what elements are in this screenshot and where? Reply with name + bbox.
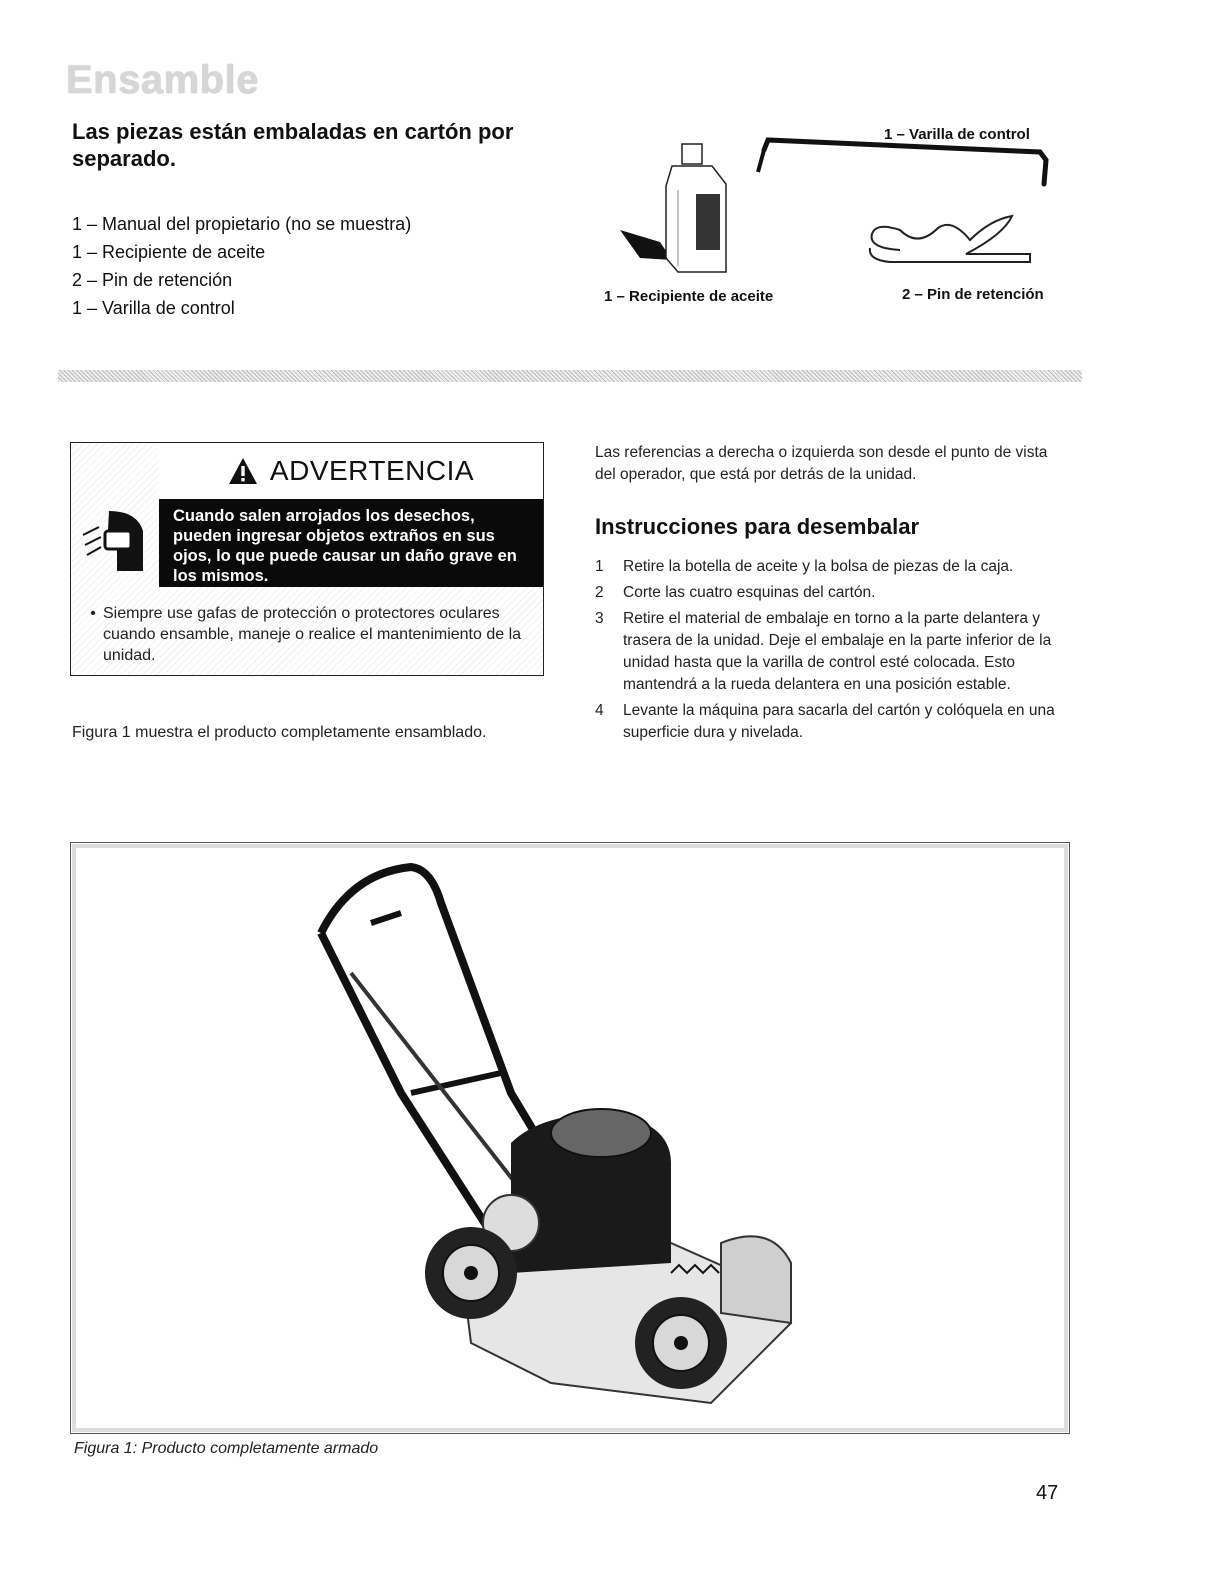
step-number: 4 (595, 702, 604, 719)
item-text: Manual del propietario (no se muestra) (102, 214, 412, 234)
step-text: Retire la botella de aceite y la bolsa de piezas de la caja. (623, 558, 1014, 575)
item-text: Recipiente de aceite (102, 242, 266, 262)
warning-message: Cuando salen arrojados los desechos, pueden ingresar objetos extraños en sus ojos, lo que puede causar un daño grave en los mismos. (159, 499, 543, 587)
parts-subtitle: Las piezas están embaladas en cartón por separado. (72, 119, 514, 171)
item-qty: 1 (72, 214, 83, 234)
list-item: 1 – Varilla de control (72, 298, 235, 318)
section-title: Ensamble (66, 58, 259, 102)
warning-header (159, 443, 543, 499)
step-text: Corte las cuatro esquinas del cartón. (623, 584, 876, 601)
figure-box (70, 842, 1070, 1434)
step-number: 3 (595, 610, 604, 627)
control-rod-icon (758, 140, 1046, 184)
oil-bottle-icon (620, 144, 726, 272)
unpack-heading: Instrucciones para desembalar (595, 514, 920, 539)
warning-title: ADVERTENCIA (269, 455, 475, 486)
warning-triangle-icon (228, 457, 258, 485)
section-divider (58, 370, 1082, 382)
list-item (595, 582, 1075, 604)
step-text: Levante la máquina para sacarla del cartón y colóquela en una superficie dura y nivelada. (623, 702, 1055, 741)
list-item (595, 608, 1075, 696)
oil-label: 1 – Recipiente de aceite (604, 288, 774, 305)
page-number: 47 (1036, 1482, 1059, 1504)
figure-caption: Figura 1: Producto completamente armado (74, 1440, 379, 1457)
warning-box (70, 442, 544, 676)
parts-illustration (600, 130, 1080, 290)
parts-list (72, 210, 411, 322)
list-item: 1 – Manual del propietario (no se muestra) (72, 214, 412, 234)
warning-bullet-text: Siempre use gafas de protección o protectores oculares cuando ensamble, maneje o realice el mantenimiento de la unidad. (103, 605, 522, 664)
retention-pin-icon (870, 216, 1030, 262)
step-number: 1 (595, 558, 604, 575)
list-item: 2 – Pin de retención (72, 270, 233, 290)
reference-note: Las referencias a derecha o izquierda son desde el punto de vista del operador, que está por detrás de la unidad. (595, 444, 1048, 483)
unpack-steps (595, 556, 1075, 748)
warning-bullet: • Siempre use gafas de protección o protectores oculares cuando ensamble, maneje o realice el mantenimiento de la unidad. (90, 605, 522, 664)
pin-label: 2 – Pin de retención (902, 286, 1044, 303)
list-item: 1 – Recipiente de aceite (72, 242, 266, 262)
item-text: Pin de retención (102, 270, 233, 290)
list-item (595, 700, 1075, 744)
item-qty: 2 (72, 270, 83, 290)
item-qty: 1 (72, 298, 83, 318)
item-text: Varilla de control (102, 298, 235, 318)
rod-label: 1 – Varilla de control (884, 126, 1030, 143)
edger-illustration (71, 843, 1067, 1431)
item-qty: 1 (72, 242, 83, 262)
figure-reference: Figura 1 muestra el producto completamente ensamblado. (72, 724, 487, 741)
safety-goggles-icon (79, 505, 155, 586)
list-item (595, 556, 1075, 578)
step-text: Retire el material de embalaje en torno a la parte delantera y trasera de la unidad. Deje el embalaje en la parte inferior de la unidad hasta que la varilla de control esté colocada. Esto mantendrá a la rueda delantera en una posición estable. (623, 610, 1052, 693)
step-number: 2 (595, 584, 604, 601)
